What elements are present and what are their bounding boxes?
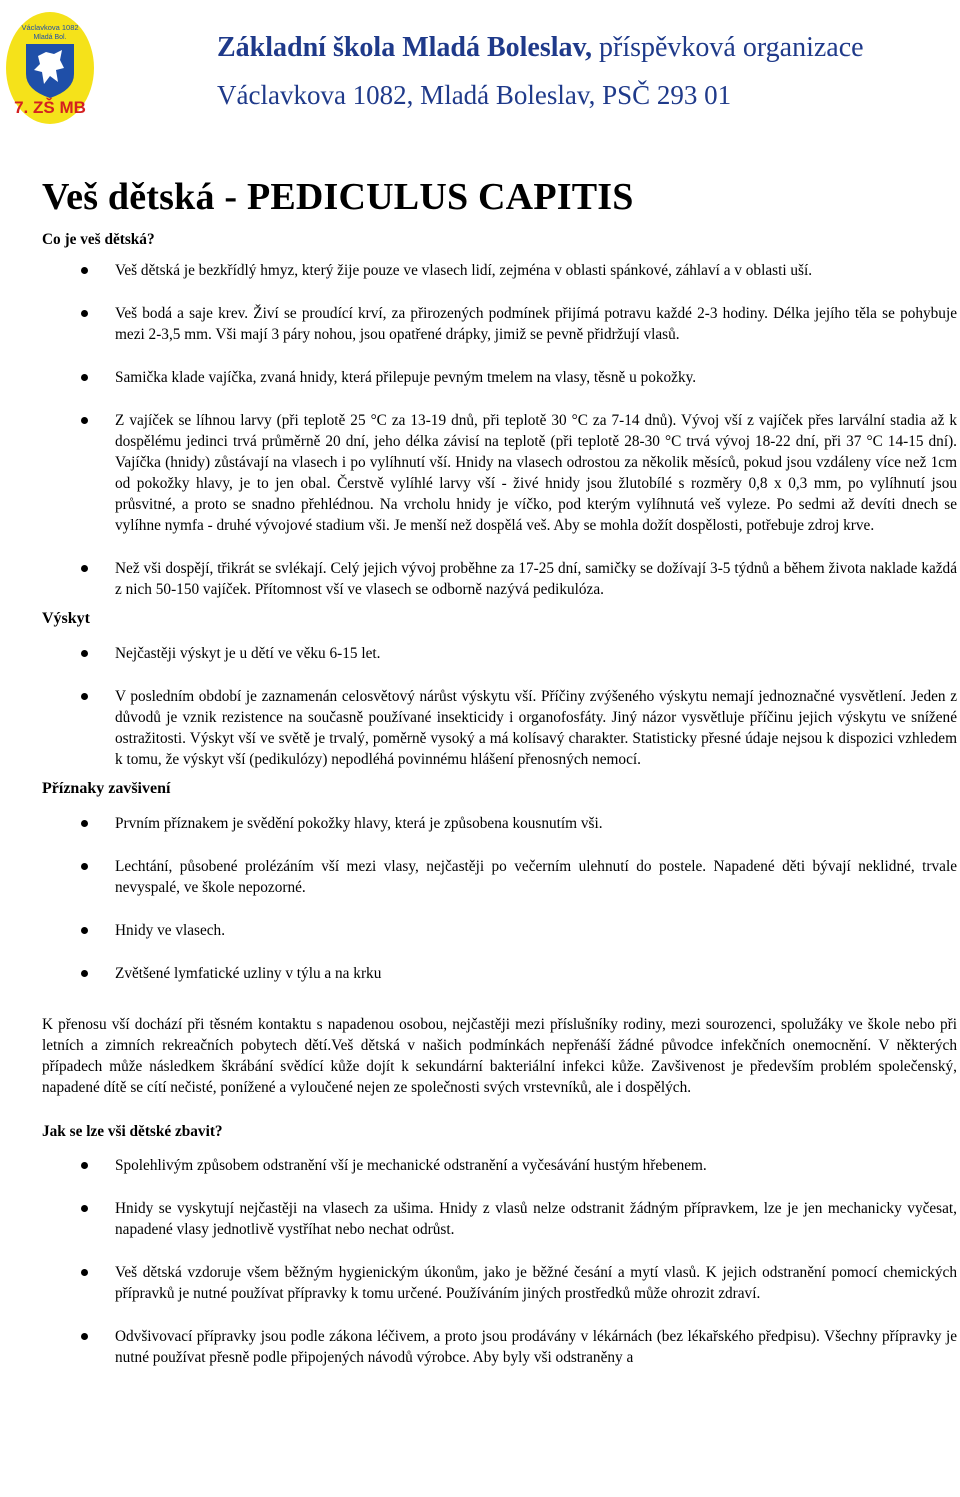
document-title: Veš dětská - PEDICULUS CAPITIS [42, 176, 634, 218]
bullet-list-symptoms [42, 813, 957, 984]
logo-sub-text: Mladá Bol. [33, 34, 67, 41]
logo-badge-text: 7. ZŠ MB [14, 98, 86, 117]
list-item: Veš dětská vzdoruje všem běžným hygienickým úkonům, jako je běžné česání a mytí vlasů. K jejich odstranění pomocí chemických přípravků je nutné používat přípravky k tomu určené. Používáním jiných prostředků může ohrozit zdraví. [42, 1262, 957, 1304]
school-type: příspěvková organizace [599, 32, 864, 63]
document-body [42, 229, 957, 1390]
school-name [217, 32, 864, 64]
school-address: Václavkova 1082, Mladá Boleslav, PSČ 293 01 [217, 80, 732, 110]
section-heading-removal: Jak se lze vši dětské zbavit? [42, 1123, 223, 1140]
bullet-list-removal [42, 1155, 957, 1368]
list-item: Veš dětská je bezkřídlý hmyz, který žije pouze ve vlasech lidí, zejména v oblasti spánkové, záhlaví a v oblasti uší. [42, 260, 957, 281]
list-item: Veš bodá a saje krev. Živí se proudící krví, za přirozených podmínek přijímá potravu každé 2-3 hodiny. Délka jejího těla se pohybuje mezi 2-3,5 mm. Vši mají 3 páry nohou, jsou opatřené drápky, jimiž se pevně přidržují vlasů. [42, 303, 957, 345]
section-heading-intro: Co je veš dětská? [42, 231, 155, 248]
list-item: V posledním období je zaznamenán celosvětový nárůst výskytu vší. Příčiny zvýšeného výskytu nemají jednoznačné vysvětlení. Jeden z důvodů je vznik rezistence na současně používané insekticidy i organofosfáty. Jiný názor vysvětluje příčinu jejich výskytu ve snížené ostražitosti. Výskyt vší ve světě je trvalý, poměrně vysoký a má kolísavý charakter. Statisticky přesné údaje nejsou k dispozici vzhledem k tomu, že výskyt vší (pedikulózy) nepodléhá povinnému hlášení přenosných nemocí. [42, 686, 957, 770]
list-item: Z vajíček se líhnou larvy (při teplotě 25 °C za 13-19 dnů, při teplotě 30 °C za 7-14 dnů). Vývoj vší z vajíček přes larvální stadia až k dospělému jedinci trvá průměrně 20 dní, jeho délka závisí na teplotě (při teplotě 28-30 °C trvá vývoj 18-22 dní, při 37 °C 14-15 dní). Vajíčka (hnidy) zůstávají na vlasech i po vylíhnutí vší. Hnidy na vlasech odrostou za několik měsíců, pokud jsou vzdáleny více než 1cm od pokožky hlavy, je to jen obal. Čerstvě vylíhlé larvy vší - živé hnidy jsou žlutobílé s rozměry 0,8 x 0,3 mm, po vylíhnutí jsou průsvitné, a proto se snadno přehlédnou. Na vrcholu hnidy je víčko, pod kterým vylíhnutá veš vyleze. Po sedmi až devíti dnech se vylíhne nymfa - druhé vývojové stadium vši. Je menší než dospělá veš. Aby se mohla dožít dospělosti, potřebuje zdroj krve. [42, 410, 957, 536]
list-item: Samička klade vajíčka, zvaná hnidy, která přilepuje pevným tmelem na vlasy, těsně u pokožky. [42, 367, 957, 388]
school-name-main: Základní škola Mladá Boleslav, [217, 32, 592, 63]
list-item: Než vši dospějí, třikrát se svlékají. Celý jejich vývoj proběhne za 17-25 dní, samičky se dožívají 3-5 týdnů a během života naklade každá z nich 50-150 vajíček. Přítomnost vší ve vlasech se odborně nazývá pedikulóza. [42, 558, 957, 600]
list-item: Hnidy ve vlasech. [42, 920, 957, 941]
list-item: Spolehlivým způsobem odstranění vší je mechanické odstranění a vyčesávání hustým hřebenem. [42, 1155, 957, 1176]
list-item: Nejčastěji výskyt je u dětí ve věku 6-15 let. [42, 643, 957, 664]
transmission-paragraph: K přenosu vší dochází při těsném kontaktu s napadenou osobou, nejčastěji mezi příslušníky rodiny, mezi sourozenci, spolužáky ve škole nebo při letních a zimních rekreačních pobytech dětí.Veš dětská v našich podmínkách nepřenáší žádné původce infekčních onemocnění. V některých případech může následkem škrábání svědící kůže dojít k sekundární bakteriální infekci kůže. Zavšivenost je především problém společenský, napadené dítě se cítí nečisté, ponížené a vyloučené nejen ze společnosti svých vrstevníků, ale i dospělých. [42, 1016, 957, 1096]
bullet-list-intro [42, 260, 957, 600]
list-item: Odvšivovací přípravky jsou podle zákona léčivem, a proto jsou prodávány v lékárnách (bez lékařského předpisu). Všechny přípravky je nutné používat přesně podle připojených návodů výrobce. Aby byly vši odstraněny a [42, 1326, 957, 1368]
list-item: Hnidy se vyskytují nejčastěji na vlasech za ušima. Hnidy z vlasů nelze odstranit žádným přípravkem, lze je jen mechanicky vyčesat, napadené vlasy jednotlivě vystříhat nebo nechat odrůst. [42, 1198, 957, 1240]
bullet-list-occurrence [42, 643, 957, 770]
list-item: Prvním příznakem je svědění pokožky hlavy, která je způsobena kousnutím vši. [42, 813, 957, 834]
logo-top-text: Václavkova 1082 [21, 23, 79, 32]
list-item: Zvětšené lymfatické uzliny v týlu a na krku [42, 963, 957, 984]
school-logo [4, 8, 96, 126]
section-heading-occurrence: Výskyt [42, 610, 91, 627]
list-item: Lechtání, působené prolézáním vší mezi vlasy, nejčastěji po večerním ulehnutí do postele. Napadené děti bývají neklidné, trvale nevyspalé, ve škole nepozorné. [42, 856, 957, 898]
section-heading-symptoms: Příznaky zavšivení [42, 780, 171, 797]
